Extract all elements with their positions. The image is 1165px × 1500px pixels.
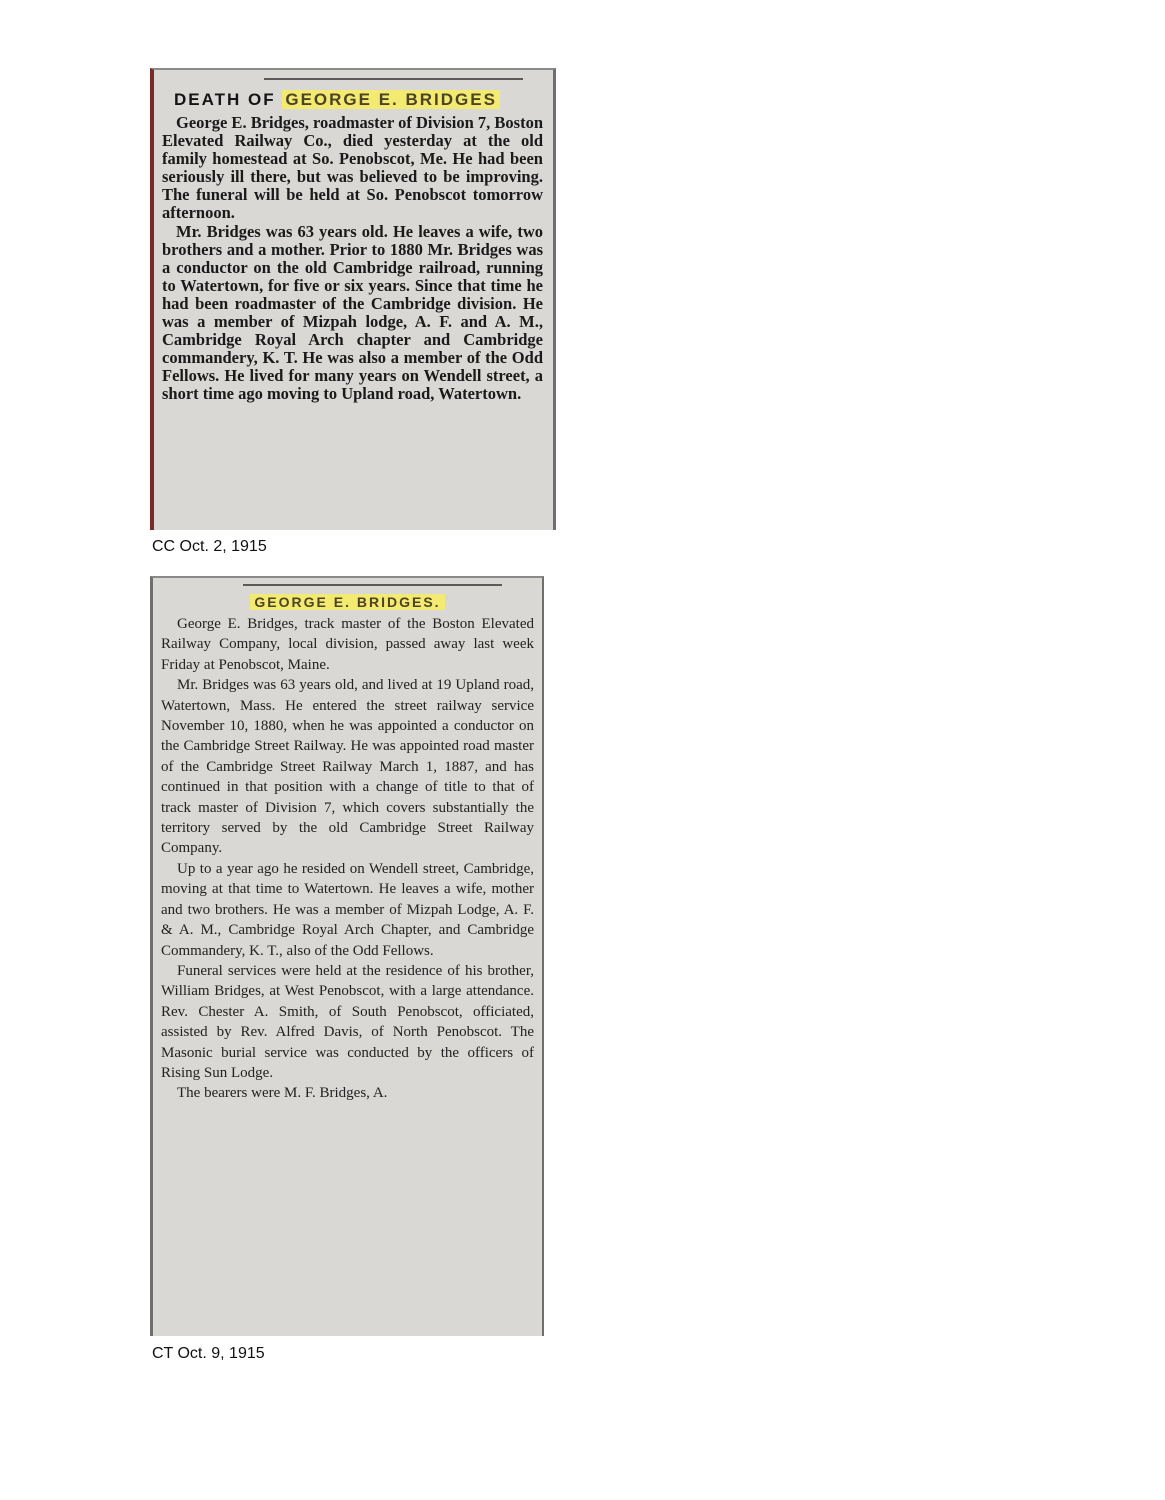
clipping-caption: CC Oct. 2, 1915 bbox=[152, 538, 267, 555]
paragraph: The bearers were M. F. Bridges, A. bbox=[177, 1085, 388, 1102]
paragraph: George E. Bridges, roadmaster of Division 7, Boston Elevated Railway Co., died yesterday at the old family homestead at So. Penobscot, Me. He had been seriously ill there, but was believed to be improving. The funeral will be held at So. Penobscot tomorrow afternoon. bbox=[162, 113, 543, 223]
clipping-headline bbox=[174, 90, 543, 110]
headline-prefix: DEATH OF bbox=[174, 90, 276, 109]
clipping-rule bbox=[243, 584, 502, 586]
newspaper-clipping-cc bbox=[150, 68, 556, 530]
paragraph: George E. Bridges, track master of the Boston Elevated Railway Company, local division, passed away last week Friday at Penobscot, Maine. bbox=[161, 616, 534, 673]
headline-highlighted-name: GEORGE E. BRIDGES. bbox=[250, 594, 444, 610]
paragraph: Mr. Bridges was 63 years old. He leaves a wife, two brothers and a mother. Prior to 1880 Mr. Bridges was a conductor on the old Cambridge railroad, running to Watertown, for five or six years. Since that time he had been roadmaster of the Cambridge division. He was a member of Mizpah lodge, A. F. and A. M., Cambridge Royal Arch chapter and Cambridge commandery, K. T. He was also a member of the Odd Fellows. He lived for many years on Wendell street, a short time ago moving to Upland road, Watertown. bbox=[162, 221, 543, 404]
newspaper-clipping-ct bbox=[150, 576, 544, 1336]
clipping-caption: CT Oct. 9, 1915 bbox=[152, 1345, 265, 1362]
paragraph: Mr. Bridges was 63 years old, and lived at 19 Upland road, Watertown, Mass. He entered the street railway service November 10, 1880, when he was appointed a conductor on the Cambridge Street Railway. He was appointed road master of the Cambridge Street Railway March 1, 1887, and has continued in that position with a change of title to that of track master of Division 7, which covers substantially the territory served by the old Cambridge Street Railway Company. bbox=[161, 677, 534, 857]
headline-highlighted-name: GEORGE E. BRIDGES bbox=[282, 90, 500, 109]
paragraph: Up to a year ago he resided on Wendell street, Cambridge, moving at that time to Watertown. He leaves a wife, mother and two brothers. He was a member of Mizpah Lodge, A. F. & A. M., Cambridge Royal Arch Chapter, and Cambridge Commandery, K. T., also of the Odd Fellows. bbox=[161, 860, 534, 959]
clipping-body bbox=[161, 614, 534, 1104]
clipping-headline bbox=[161, 594, 534, 610]
clipping-body bbox=[162, 114, 543, 404]
paragraph: Funeral services were held at the residence of his brother, William Bridges, at West Penobscot, with a large attendance. Rev. Chester A. Smith, of South Penobscot, officiated, assisted by Rev. Alfred Davis, of North Penobscot. The Masonic burial service was conducted by the officers of Rising Sun Lodge. bbox=[161, 962, 534, 1081]
clipping-rule bbox=[264, 78, 523, 80]
